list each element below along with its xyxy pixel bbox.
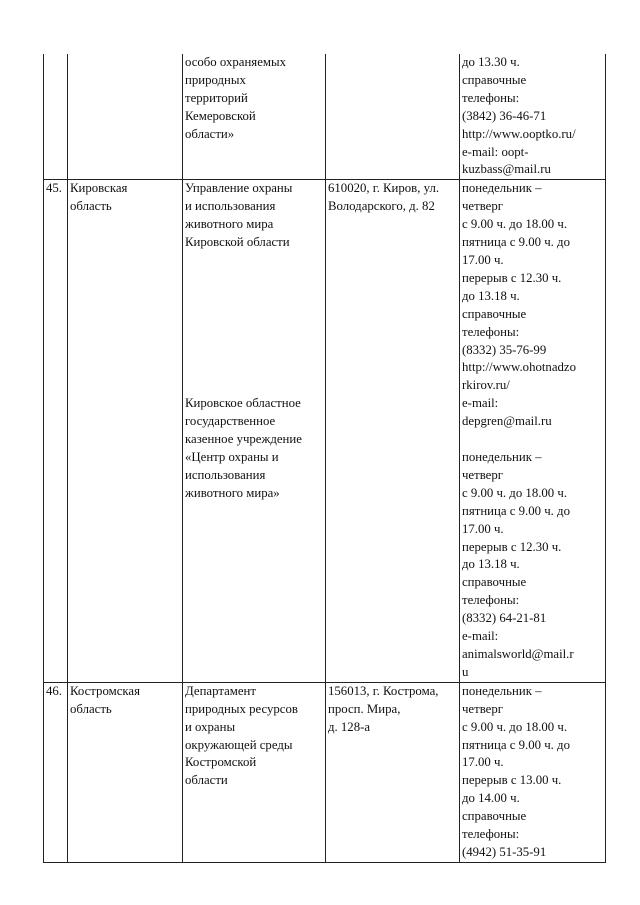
text-line: использования (185, 467, 266, 482)
text-line: (4942) 51-35-91 (462, 844, 547, 859)
text-line: справочные (462, 575, 527, 590)
text-line: государственное (185, 413, 276, 428)
text-line: телефоны: (462, 593, 520, 608)
address-cell (326, 682, 460, 862)
text-line: http://www.ohotnadzo (462, 360, 576, 375)
text-line: до 13.18 ч. (462, 288, 520, 303)
text-line: справочные (462, 306, 527, 321)
text-line: e-mail: (462, 396, 499, 411)
text-line: понедельник – (462, 683, 542, 698)
text-line: «Центр охраны и (185, 449, 279, 464)
text-line: Кировская (70, 181, 128, 196)
text-line: окружающей среды (185, 737, 293, 752)
organization-secondary (185, 395, 323, 502)
organization-cell (183, 180, 326, 682)
region-cell (68, 682, 183, 862)
hours-contacts-cell (460, 54, 606, 180)
text-line: пятница с 9.00 ч. до (462, 737, 570, 752)
text-line: д. 128-а (328, 719, 371, 734)
organization-cell (183, 54, 326, 180)
address-cell (326, 180, 460, 682)
text-line: (8332) 35-76-99 (462, 342, 547, 357)
row-number-cell (44, 54, 68, 180)
text-line: животного мира (185, 217, 274, 232)
text-line: (8332) 64-21-81 (462, 611, 547, 626)
text-line: перерыв с 12.30 ч. (462, 270, 562, 285)
row-number-cell: 46. (44, 682, 68, 862)
text-line: понедельник – (462, 450, 542, 465)
text-line: Кировское областное (185, 395, 301, 410)
text-line: перерыв с 12.30 ч. (462, 539, 562, 554)
text-line: четверг (462, 199, 504, 214)
text-line: 610020, г. Киров, ул. (328, 181, 440, 196)
text-line: до 14.00 ч. (462, 791, 520, 806)
text-line: Кировской области (185, 235, 290, 250)
text-line: до 13.30 ч. (462, 55, 520, 69)
text-line: http://www.ooptko.ru/ (462, 126, 576, 141)
text-line: с 9.00 ч. до 18.00 ч. (462, 217, 568, 232)
text-line: Костромская (70, 683, 140, 698)
text-line: территорий (185, 90, 248, 105)
text-line: справочные (462, 809, 527, 824)
text-line: с 9.00 ч. до 18.00 ч. (462, 719, 568, 734)
hours-contacts-secondary (462, 449, 603, 682)
text-line: 17.00 ч. (462, 252, 504, 267)
text-line: Управление охраны (185, 181, 293, 196)
text-line: просп. Мира, (328, 701, 401, 716)
text-line: область (70, 199, 112, 214)
contacts-table (43, 54, 606, 863)
text-line: четверг (462, 467, 504, 482)
text-line: телефоны: (462, 324, 520, 339)
text-line: kuzbass@mail.ru (462, 162, 551, 177)
text-line: с 9.00 ч. до 18.00 ч. (462, 485, 568, 500)
region-cell (68, 54, 183, 180)
text-line: пятница с 9.00 ч. до (462, 235, 570, 250)
text-line: Кемеровской (185, 108, 256, 123)
text-line: телефоны: (462, 827, 520, 842)
text-line: и охраны (185, 719, 236, 734)
text-line: понедельник – (462, 181, 542, 196)
text-line: справочные (462, 72, 527, 87)
text-line: до 13.18 ч. (462, 557, 520, 572)
text-line: animalsworld@mail.r (462, 647, 574, 661)
text-line: rkirov.ru/ (462, 378, 510, 393)
region-cell (68, 180, 183, 682)
text-line: и использования (185, 199, 276, 214)
text-line: область (70, 701, 112, 716)
text-line: 156013, г. Кострома, (328, 683, 439, 698)
text-line: особо охраняемых (185, 55, 286, 69)
table-row (44, 180, 606, 682)
text-line: казенное учреждение (185, 431, 302, 446)
table-row (44, 682, 606, 862)
text-line: Костромской (185, 755, 257, 770)
text-line: Департамент (185, 683, 256, 698)
text-line: u (462, 664, 469, 679)
hours-contacts-cell (460, 682, 606, 862)
text-line: depgren@mail.ru (462, 414, 552, 429)
text-line: 17.00 ч. (462, 521, 504, 536)
organization-cell (183, 682, 326, 862)
text-line: области (185, 773, 228, 788)
text-line: природных (185, 72, 246, 87)
text-line: перерыв с 13.00 ч. (462, 773, 562, 788)
table-row (44, 54, 606, 180)
text-line: (3842) 36-46-71 (462, 108, 547, 123)
text-line: четверг (462, 701, 504, 716)
hours-contacts-cell (460, 180, 606, 682)
text-line: e-mail: (462, 629, 499, 644)
text-line: природных ресурсов (185, 701, 298, 716)
text-line: e-mail: oopt- (462, 144, 529, 159)
text-line: Володарского, д. 82 (328, 199, 435, 214)
text-line: пятница с 9.00 ч. до (462, 503, 570, 518)
text-line: животного мира» (185, 485, 280, 500)
text-line: области» (185, 126, 235, 141)
text-line: телефоны: (462, 90, 520, 105)
row-number-cell: 45. (44, 180, 68, 682)
address-cell (326, 54, 460, 180)
text-line: 17.00 ч. (462, 755, 504, 770)
